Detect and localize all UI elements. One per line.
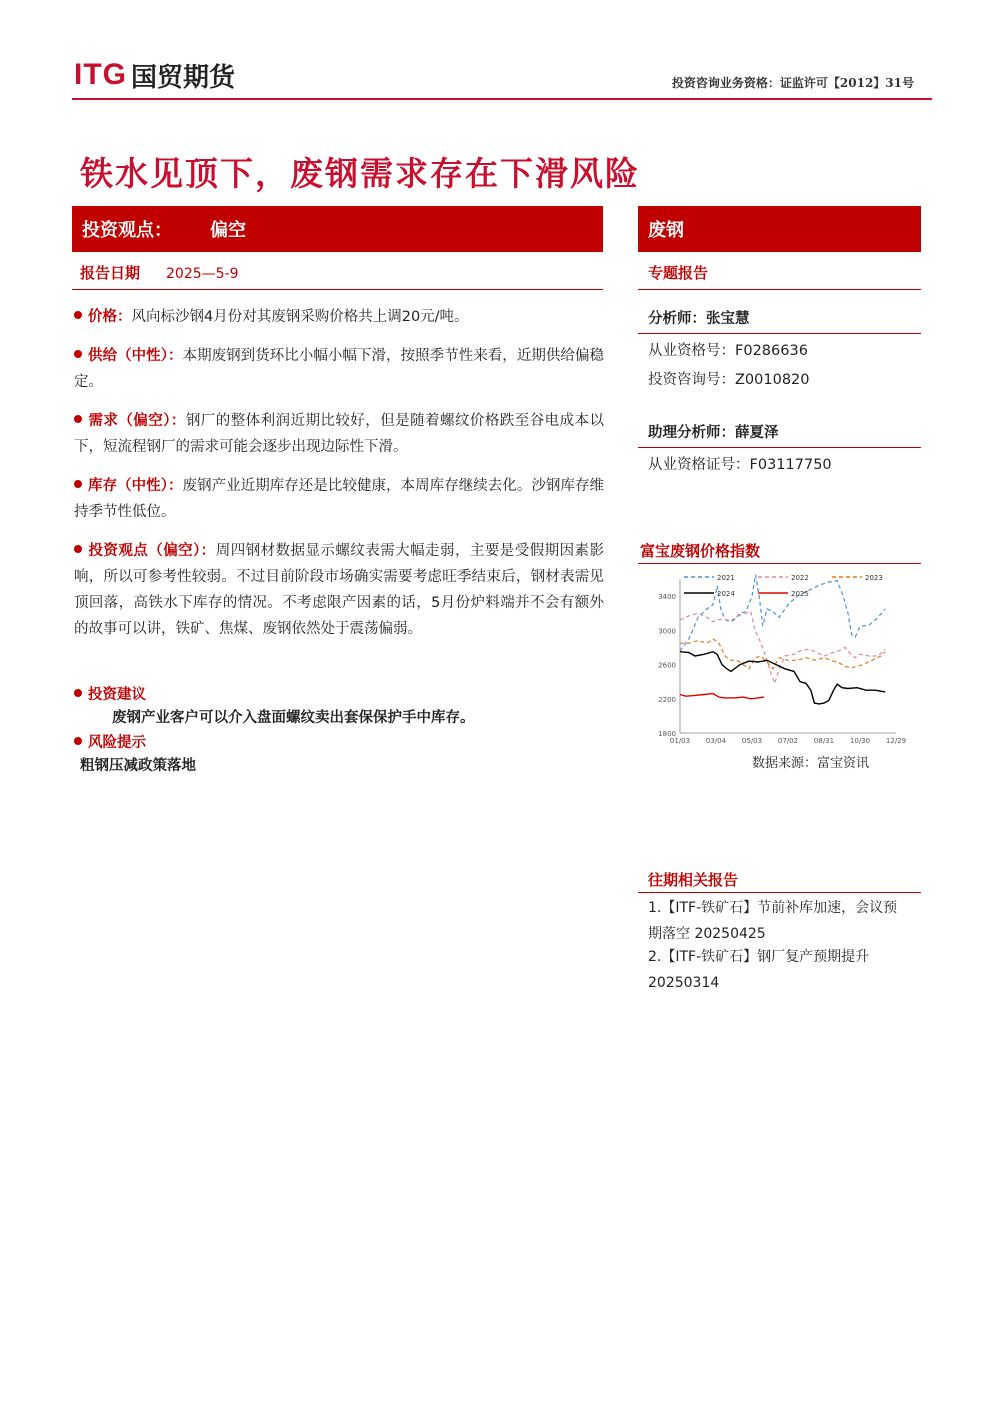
investment-view-key: 投资观点：	[82, 220, 172, 241]
related-reports-title: 往期相关报告	[648, 871, 739, 889]
point-price	[74, 304, 604, 330]
logo-itg-text: ITG	[74, 58, 127, 91]
series-line-2023	[680, 639, 885, 669]
chart-title: 富宝废钢价格指数	[640, 542, 761, 560]
x-tick-label: 12/29	[885, 737, 907, 745]
series-line-2022	[680, 612, 885, 684]
report-type-divider	[638, 289, 921, 290]
date-divider	[72, 289, 603, 290]
analyst-divider	[638, 333, 921, 334]
bullet-icon	[74, 415, 82, 423]
bullet-icon	[74, 689, 82, 697]
assistant-cert: 从业资格证号：F03117750	[648, 457, 832, 473]
data-source: 数据来源：富宝资讯	[752, 756, 870, 771]
legend-label-2021: 2021	[717, 574, 735, 582]
related-report-2[interactable]: 2.【ITF-铁矿石】钢厂复产预期提升 20250314	[648, 949, 870, 991]
series-line-2024	[680, 652, 885, 704]
x-tick-label: 01/03	[669, 737, 691, 745]
point-lead: 供给（中性）：	[88, 348, 183, 364]
header-divider	[72, 98, 932, 100]
advice-text: 废钢产业客户可以介入盘面螺纹卖出套保保护手中库存。	[112, 710, 475, 726]
y-tick-label: 3400	[658, 593, 676, 602]
chart-title-divider	[638, 563, 921, 564]
series-line-2025	[680, 694, 764, 699]
bullet-icon	[74, 311, 82, 319]
bullet-icon	[74, 480, 82, 488]
x-tick-label: 10/30	[849, 737, 871, 745]
advice-lead: 投资建议	[88, 687, 146, 703]
point-supply	[74, 343, 604, 395]
x-tick-label: 07/02	[777, 737, 799, 745]
point-text: 周四钢材数据显示螺纹表需大幅走弱，主要是受假期因素影响，所以可参考性较弱。不过目前阶段市场确实需要考虑旺季结束后，钢材表需见顶回落，高铁水下库存的情况。不考虑限产因素的话，5月份炉料端并不会有额外的故事可以讲，铁矿、焦煤、废钢依然处于震荡偏弱。	[74, 543, 604, 637]
related-report-1[interactable]: 1.【ITF-铁矿石】节前补库加速，会议预期落空 20250425	[648, 900, 898, 942]
x-tick-label: 03/04	[705, 737, 727, 745]
report-title: 铁水见顶下，废钢需求存在下滑风险	[80, 154, 640, 193]
analyst-cert-2: 投资咨询号：Z0010820	[648, 372, 810, 388]
investment-view-bar	[72, 206, 603, 252]
investment-view-value: 偏空	[210, 220, 246, 241]
point-lead: 投资观点（偏空）：	[88, 543, 216, 559]
point-inventory	[74, 473, 604, 525]
analyst-name: 分析师：张宝慧	[648, 311, 750, 327]
y-tick-label: 3000	[658, 627, 676, 636]
analyst-cert-1: 从业资格号：F0286636	[648, 343, 808, 359]
risk-text: 粗钢压减政策落地	[80, 758, 196, 774]
category-bar	[638, 206, 921, 252]
scrap-price-chart	[638, 565, 921, 748]
report-date	[80, 262, 239, 283]
assistant-analyst-name: 助理分析师：薛夏泽	[648, 425, 779, 441]
risk-lead: 风险提示	[88, 735, 146, 751]
legend-label-2025: 2025	[791, 590, 809, 598]
y-tick-label: 2200	[658, 695, 676, 704]
series-line-2021	[680, 575, 885, 651]
bullet-icon	[74, 350, 82, 358]
related-divider	[638, 892, 921, 893]
point-text: 钢厂的整体利润近期比较好，但是随着螺纹价格跌至谷电成本以下，短流程钢厂的需求可能会逐步出现边际性下滑。	[74, 413, 605, 455]
legend-label-2022: 2022	[791, 574, 809, 582]
y-tick-label: 2600	[658, 661, 676, 670]
report-date-label: 报告日期	[80, 264, 141, 282]
point-text: 风向标沙钢4月份对其废钢采购价格共上调20元/吨。	[131, 309, 469, 325]
point-lead: 价格：	[88, 309, 132, 325]
x-tick-label: 05/03	[741, 737, 763, 745]
chart-svg	[638, 565, 921, 748]
x-tick-label: 08/31	[813, 737, 835, 745]
report-date-value: 2025—5-9	[166, 266, 239, 282]
legend-label-2024: 2024	[717, 590, 735, 598]
point-text: 本期废钢到货环比小幅小幅下滑，按照季节性来看，近期供给偏稳定。	[74, 348, 605, 390]
category-label: 废钢	[648, 220, 684, 241]
point-lead: 库存（中性）：	[88, 478, 183, 494]
assistant-divider	[638, 447, 921, 448]
y-tick-label: 1800	[658, 730, 676, 738]
point-text: 废钢产业近期库存还是比较健康，本周库存继续去化。沙钢库存维持季节性低位。	[74, 478, 605, 520]
point-investment-view	[74, 538, 604, 642]
qualification-text: 投资咨询业务资格：证监许可【2012】31号	[671, 76, 914, 90]
legend-label-2023: 2023	[865, 574, 883, 582]
bullet-icon	[74, 737, 82, 745]
bullet-icon	[74, 545, 82, 553]
company-logo	[74, 58, 235, 92]
point-demand	[74, 408, 604, 460]
report-type: 专题报告	[648, 264, 709, 282]
logo-company-name: 国贸期货	[131, 62, 236, 93]
point-lead: 需求（偏空）：	[88, 413, 186, 429]
